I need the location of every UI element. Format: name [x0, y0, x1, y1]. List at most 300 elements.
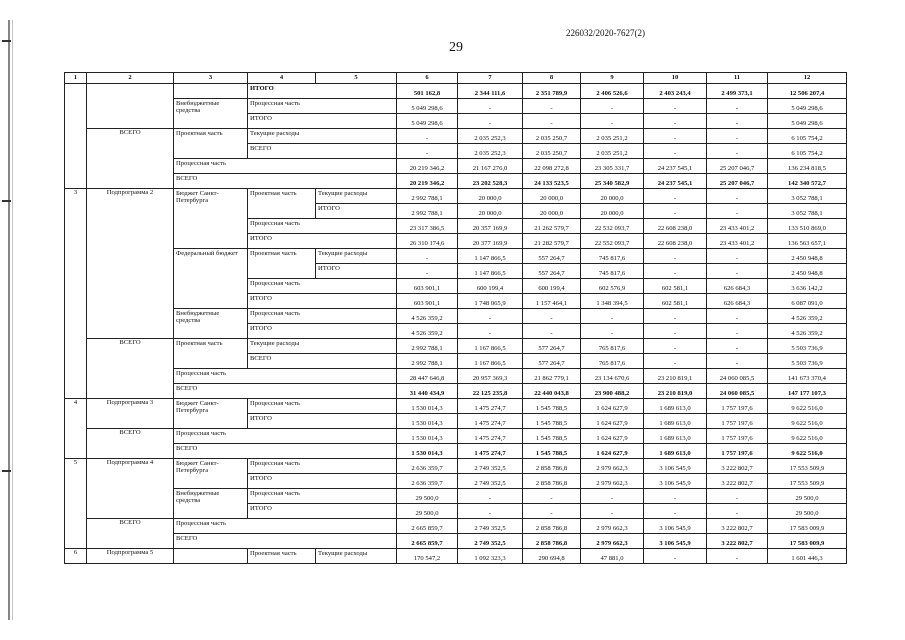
value-cell: 2 035 251,2: [581, 144, 644, 159]
type-cell: ИТОГО: [316, 204, 397, 219]
value-cell: 1 475 274,7: [458, 429, 523, 444]
value-cell: 6 105 754,2: [768, 144, 847, 159]
value-cell: 9 622 516,0: [768, 429, 847, 444]
value-cell: -: [581, 489, 644, 504]
subprogram-cell: ВСЕГО: [87, 339, 174, 399]
value-cell: 3 052 788,1: [768, 189, 847, 204]
value-cell: 22 098 272,8: [523, 159, 581, 174]
value-cell: 3 222 802,7: [707, 459, 768, 474]
value-cell: 21 167 276,0: [458, 159, 523, 174]
value-cell: 1 624 627,9: [581, 444, 644, 459]
source-cell: Бюджет Санкт-Петербурга: [174, 189, 248, 249]
value-cell: -: [644, 189, 707, 204]
value-cell: 1 545 788,5: [523, 429, 581, 444]
table-row: [65, 99, 847, 114]
value-cell: -: [644, 549, 707, 564]
value-cell: 2 035 250,7: [523, 129, 581, 144]
value-cell: 5 049 298,6: [397, 114, 458, 129]
value-cell: 603 901,1: [397, 294, 458, 309]
value-cell: 2 992 788,1: [397, 354, 458, 369]
value-cell: -: [523, 504, 581, 519]
type-cell: ИТОГО: [248, 84, 397, 99]
value-cell: 26 310 174,6: [397, 234, 458, 249]
header-cell: 9: [581, 73, 644, 84]
value-cell: 4 526 359,2: [768, 309, 847, 324]
value-cell: 1 147 866,5: [458, 264, 523, 279]
value-cell: 2 450 948,8: [768, 264, 847, 279]
value-cell: 1 757 197,6: [707, 414, 768, 429]
value-cell: 9 622 516,0: [768, 414, 847, 429]
value-cell: 557 264,7: [523, 264, 581, 279]
value-cell: -: [397, 129, 458, 144]
part-cell: Процессная часть: [248, 279, 397, 294]
value-cell: -: [523, 489, 581, 504]
value-cell: 1 545 788,5: [523, 399, 581, 414]
header-cell: 5: [316, 73, 397, 84]
value-cell: -: [644, 264, 707, 279]
value-cell: -: [644, 489, 707, 504]
value-cell: 170 547,2: [397, 549, 458, 564]
value-cell: 20 000,0: [523, 189, 581, 204]
part-cell: ВСЕГО: [174, 534, 397, 549]
value-cell: -: [397, 249, 458, 264]
value-cell: 24 237 545,1: [644, 174, 707, 189]
value-cell: 2 749 352,5: [458, 534, 523, 549]
type-cell: Текущие расходы: [248, 129, 397, 144]
header-cell: 3: [174, 73, 248, 84]
type-cell: Текущие расходы: [316, 549, 397, 564]
subprogram-cell: Подпрограмма 3: [87, 399, 174, 429]
value-cell: 2 858 786,8: [523, 534, 581, 549]
value-cell: 1 757 197,6: [707, 429, 768, 444]
source-cell: Бюджет Санкт-Петербурга: [174, 399, 248, 429]
part-cell: Проектная часть: [174, 339, 248, 369]
value-cell: -: [644, 504, 707, 519]
value-cell: 2 406 526,6: [581, 84, 644, 99]
value-cell: 20 000,0: [523, 204, 581, 219]
value-cell: 1 624 627,9: [581, 429, 644, 444]
type-cell: ВСЕГО: [174, 174, 397, 189]
value-cell: 557 264,7: [523, 249, 581, 264]
source-cell: Внебюджетные средства: [174, 489, 248, 519]
value-cell: 24 133 523,5: [523, 174, 581, 189]
value-cell: 29 500,0: [397, 489, 458, 504]
value-cell: 2 351 789,9: [523, 84, 581, 99]
value-cell: -: [644, 324, 707, 339]
row-number-cell: 3: [65, 189, 87, 399]
value-cell: 31 440 434,9: [397, 384, 458, 399]
value-cell: 765 817,6: [581, 354, 644, 369]
value-cell: 24 237 545,1: [644, 159, 707, 174]
value-cell: -: [707, 354, 768, 369]
value-cell: 1 475 274,7: [458, 399, 523, 414]
part-cell: Процессная часть: [248, 459, 397, 474]
table-row: [65, 444, 847, 459]
value-cell: 20 357 169,9: [458, 219, 523, 234]
value-cell: 2 979 662,3: [581, 459, 644, 474]
part-cell: ВСЕГО: [174, 444, 397, 459]
value-cell: 577 264,7: [523, 339, 581, 354]
value-cell: 1 689 613,0: [644, 414, 707, 429]
table-row: [65, 369, 847, 384]
value-cell: 3 052 788,1: [768, 204, 847, 219]
value-cell: 3 222 802,7: [707, 519, 768, 534]
table-row: [65, 174, 847, 189]
value-cell: 1 530 014,3: [397, 414, 458, 429]
scan-mark: [2, 40, 11, 42]
value-cell: 1 147 866,5: [458, 249, 523, 264]
value-cell: 23 202 528,3: [458, 174, 523, 189]
value-cell: -: [707, 114, 768, 129]
value-cell: 133 510 869,0: [768, 219, 847, 234]
value-cell: 20 000,0: [581, 204, 644, 219]
value-cell: -: [707, 549, 768, 564]
value-cell: -: [707, 489, 768, 504]
value-cell: 24 060 085,5: [707, 384, 768, 399]
value-cell: -: [523, 114, 581, 129]
value-cell: 23 317 386,5: [397, 219, 458, 234]
value-cell: 20 000,0: [581, 189, 644, 204]
value-cell: 2 499 373,1: [707, 84, 768, 99]
value-cell: 2 749 352,5: [458, 519, 523, 534]
value-cell: 3 106 545,9: [644, 459, 707, 474]
value-cell: 745 817,6: [581, 264, 644, 279]
value-cell: 290 694,8: [523, 549, 581, 564]
value-cell: 1 689 613,0: [644, 429, 707, 444]
value-cell: 1 475 274,7: [458, 444, 523, 459]
value-cell: 17 583 009,9: [768, 534, 847, 549]
value-cell: 17 583 009,9: [768, 519, 847, 534]
value-cell: -: [458, 99, 523, 114]
value-cell: 28 447 646,8: [397, 369, 458, 384]
value-cell: -: [458, 504, 523, 519]
value-cell: 1 348 394,5: [581, 294, 644, 309]
value-cell: 20 219 346,2: [397, 174, 458, 189]
value-cell: 1 689 613,0: [644, 444, 707, 459]
value-cell: 142 340 572,7: [768, 174, 847, 189]
value-cell: -: [581, 99, 644, 114]
value-cell: 136 234 818,5: [768, 159, 847, 174]
value-cell: 5 503 736,9: [768, 339, 847, 354]
value-cell: 2 979 662,3: [581, 474, 644, 489]
subprogram-cell: [87, 84, 174, 129]
part-cell: Проектная часть: [248, 189, 316, 219]
table-row: [65, 249, 847, 264]
value-cell: -: [458, 309, 523, 324]
value-cell: -: [644, 99, 707, 114]
budget-table: [64, 72, 847, 564]
header-cell: 8: [523, 73, 581, 84]
value-cell: 1 689 613,0: [644, 399, 707, 414]
value-cell: 20 000,0: [458, 204, 523, 219]
value-cell: 1 545 788,5: [523, 414, 581, 429]
part-cell: ИТОГО: [248, 504, 397, 519]
row-number-cell: 5: [65, 459, 87, 549]
row-number-cell: 6: [65, 549, 87, 564]
value-cell: -: [581, 504, 644, 519]
value-cell: 2 665 859,7: [397, 519, 458, 534]
value-cell: -: [707, 204, 768, 219]
value-cell: -: [707, 324, 768, 339]
header-cell: 6: [397, 73, 458, 84]
table-row: [65, 429, 847, 444]
value-cell: 21 862 779,1: [523, 369, 581, 384]
value-cell: 147 177 107,3: [768, 384, 847, 399]
value-cell: 2 450 948,8: [768, 249, 847, 264]
source-cell: Федеральный бюджет: [174, 249, 248, 309]
header-row: [65, 73, 847, 84]
subprogram-cell: ВСЕГО: [87, 129, 174, 189]
part-cell: Проектная часть: [248, 249, 316, 279]
table-row: [65, 384, 847, 399]
value-cell: 602 581,1: [644, 294, 707, 309]
value-cell: 4 526 359,2: [768, 324, 847, 339]
value-cell: -: [458, 114, 523, 129]
value-cell: 29 500,0: [768, 489, 847, 504]
value-cell: -: [523, 99, 581, 114]
part-cell: Процессная часть: [174, 429, 397, 444]
table-row: [65, 459, 847, 474]
part-cell: Процессная часть: [248, 309, 397, 324]
source-cell: [174, 84, 248, 99]
value-cell: 5 049 298,6: [768, 99, 847, 114]
value-cell: 141 673 370,4: [768, 369, 847, 384]
value-cell: 23 210 819,0: [644, 384, 707, 399]
value-cell: -: [397, 144, 458, 159]
type-cell: Процессная часть: [174, 159, 397, 174]
value-cell: 2 035 252,3: [458, 129, 523, 144]
table-row: [65, 399, 847, 414]
value-cell: 4 526 359,2: [397, 309, 458, 324]
type-cell: ВСЕГО: [248, 144, 397, 159]
value-cell: -: [581, 309, 644, 324]
value-cell: 17 553 509,9: [768, 474, 847, 489]
scan-mark: [2, 470, 11, 472]
header-cell: 7: [458, 73, 523, 84]
table-row: [65, 339, 847, 354]
subprogram-cell: Подпрограмма 4: [87, 459, 174, 519]
part-cell: Процессная часть: [248, 399, 397, 414]
page-number: 29: [449, 40, 463, 55]
value-cell: 23 433 401,2: [707, 219, 768, 234]
value-cell: 1 530 014,3: [397, 399, 458, 414]
value-cell: -: [644, 339, 707, 354]
value-cell: 22 608 238,0: [644, 234, 707, 249]
value-cell: 9 622 516,0: [768, 444, 847, 459]
value-cell: 603 901,1: [397, 279, 458, 294]
value-cell: 3 636 142,2: [768, 279, 847, 294]
value-cell: 23 433 401,2: [707, 234, 768, 249]
subprogram-cell: ВСЕГО: [87, 429, 174, 459]
value-cell: 2 035 251,2: [581, 129, 644, 144]
source-cell: Внебюджетные средства: [174, 309, 248, 339]
value-cell: 1 092 323,3: [458, 549, 523, 564]
value-cell: 22 532 093,7: [581, 219, 644, 234]
table-row: [65, 159, 847, 174]
value-cell: 23 900 488,2: [581, 384, 644, 399]
value-cell: 600 199,4: [523, 279, 581, 294]
value-cell: -: [644, 144, 707, 159]
part-cell: Процессная часть: [174, 519, 397, 534]
table-row: [65, 129, 847, 144]
value-cell: 2 992 788,1: [397, 189, 458, 204]
value-cell: -: [581, 324, 644, 339]
row-number-cell: [65, 84, 87, 189]
table-row: [65, 549, 847, 564]
value-cell: -: [644, 204, 707, 219]
value-cell: 1 530 014,3: [397, 444, 458, 459]
value-cell: 2 858 786,8: [523, 519, 581, 534]
table-row: [65, 189, 847, 204]
value-cell: 20 000,0: [458, 189, 523, 204]
value-cell: 1 475 274,7: [458, 414, 523, 429]
value-cell: -: [644, 114, 707, 129]
part-cell: Процессная часть: [248, 489, 397, 504]
type-cell: Текущие расходы: [316, 189, 397, 204]
value-cell: -: [581, 114, 644, 129]
value-cell: 1 624 627,9: [581, 414, 644, 429]
value-cell: 1 167 866,5: [458, 339, 523, 354]
value-cell: 2 979 662,3: [581, 534, 644, 549]
value-cell: -: [707, 129, 768, 144]
table-row: [65, 309, 847, 324]
value-cell: 2 749 352,5: [458, 474, 523, 489]
value-cell: 1 748 065,9: [458, 294, 523, 309]
subprogram-cell: ВСЕГО: [87, 519, 174, 549]
type-cell: ИТОГО: [248, 114, 397, 129]
value-cell: 2 636 359,7: [397, 459, 458, 474]
value-cell: 602 581,1: [644, 279, 707, 294]
value-cell: 17 553 509,9: [768, 459, 847, 474]
source-cell: [174, 549, 248, 564]
value-cell: 5 049 298,6: [397, 99, 458, 114]
scan-edge: [8, 20, 10, 620]
value-cell: 1 757 197,6: [707, 399, 768, 414]
value-cell: -: [458, 324, 523, 339]
table-row: [65, 534, 847, 549]
type-cell: ВСЕГО: [248, 354, 397, 369]
value-cell: 3 106 545,9: [644, 534, 707, 549]
value-cell: -: [707, 189, 768, 204]
value-cell: -: [523, 309, 581, 324]
value-cell: -: [397, 264, 458, 279]
value-cell: 6 105 754,2: [768, 129, 847, 144]
value-cell: 2 665 859,7: [397, 534, 458, 549]
value-cell: 22 552 093,7: [581, 234, 644, 249]
value-cell: 626 684,3: [707, 279, 768, 294]
value-cell: -: [644, 129, 707, 144]
value-cell: 626 684,3: [707, 294, 768, 309]
value-cell: 23 305 331,7: [581, 159, 644, 174]
source-cell: Бюджет Санкт-Петербурга: [174, 459, 248, 489]
value-cell: 1 530 014,3: [397, 429, 458, 444]
part-cell: ИТОГО: [248, 414, 397, 429]
part-cell: Проектная часть: [174, 129, 248, 159]
value-cell: 136 563 657,1: [768, 234, 847, 249]
scan-edge: [12, 20, 13, 620]
value-cell: 1 167 866,5: [458, 354, 523, 369]
value-cell: 745 817,6: [581, 249, 644, 264]
value-cell: -: [458, 489, 523, 504]
source-cell: Внебюджетные средства: [174, 99, 248, 129]
value-cell: 2 992 788,1: [397, 339, 458, 354]
value-cell: 3 222 802,7: [707, 474, 768, 489]
type-cell: Текущие расходы: [248, 339, 397, 354]
value-cell: -: [707, 144, 768, 159]
value-cell: 4 526 359,2: [397, 324, 458, 339]
value-cell: 3 106 545,9: [644, 474, 707, 489]
value-cell: -: [707, 309, 768, 324]
value-cell: 9 622 516,0: [768, 399, 847, 414]
type-cell: Процессная часть: [248, 99, 397, 114]
part-cell: ВСЕГО: [174, 384, 397, 399]
type-cell: Текущие расходы: [316, 249, 397, 264]
header-cell: 10: [644, 73, 707, 84]
value-cell: 22 440 043,8: [523, 384, 581, 399]
value-cell: 23 210 819,1: [644, 369, 707, 384]
value-cell: 21 262 579,7: [523, 219, 581, 234]
value-cell: -: [707, 264, 768, 279]
row-number-cell: 4: [65, 399, 87, 459]
value-cell: 2 992 788,1: [397, 204, 458, 219]
table-row: [65, 84, 847, 99]
type-cell: ИТОГО: [316, 264, 397, 279]
document-code: 226032/2020-7627(2): [566, 28, 645, 38]
value-cell: -: [707, 99, 768, 114]
value-cell: 602 576,9: [581, 279, 644, 294]
value-cell: 600 199,4: [458, 279, 523, 294]
value-cell: -: [707, 249, 768, 264]
value-cell: 2 636 359,7: [397, 474, 458, 489]
subprogram-cell: Подпрограмма 2: [87, 189, 174, 339]
value-cell: 25 340 582,9: [581, 174, 644, 189]
value-cell: 29 500,0: [397, 504, 458, 519]
header-cell: 4: [248, 73, 316, 84]
value-cell: 1 157 464,1: [523, 294, 581, 309]
value-cell: 765 817,6: [581, 339, 644, 354]
subprogram-cell: Подпрограмма 5: [87, 549, 174, 564]
part-cell: ИТОГО: [248, 294, 397, 309]
value-cell: 3 222 802,7: [707, 534, 768, 549]
scan-mark: [2, 200, 11, 202]
value-cell: 24 060 085,5: [707, 369, 768, 384]
header-cell: 2: [87, 73, 174, 84]
header-cell: 11: [707, 73, 768, 84]
value-cell: 3 106 545,9: [644, 519, 707, 534]
value-cell: 12 506 207,4: [768, 84, 847, 99]
value-cell: 47 881,0: [581, 549, 644, 564]
value-cell: 1 757 197,6: [707, 444, 768, 459]
value-cell: 2 749 352,5: [458, 459, 523, 474]
value-cell: 25 207 046,7: [707, 174, 768, 189]
value-cell: 22 608 238,0: [644, 219, 707, 234]
value-cell: 23 134 670,6: [581, 369, 644, 384]
value-cell: 2 858 786,8: [523, 459, 581, 474]
value-cell: 2 035 250,7: [523, 144, 581, 159]
header-cell: 12: [768, 73, 847, 84]
value-cell: 5 049 298,6: [768, 114, 847, 129]
value-cell: 22 125 235,8: [458, 384, 523, 399]
table-row: [65, 489, 847, 504]
header-cell: 1: [65, 73, 87, 84]
value-cell: 6 087 091,0: [768, 294, 847, 309]
value-cell: -: [644, 354, 707, 369]
value-cell: 2 344 111,6: [458, 84, 523, 99]
value-cell: 5 503 736,9: [768, 354, 847, 369]
value-cell: -: [707, 339, 768, 354]
value-cell: 1 545 788,5: [523, 444, 581, 459]
value-cell: 577 264,7: [523, 354, 581, 369]
